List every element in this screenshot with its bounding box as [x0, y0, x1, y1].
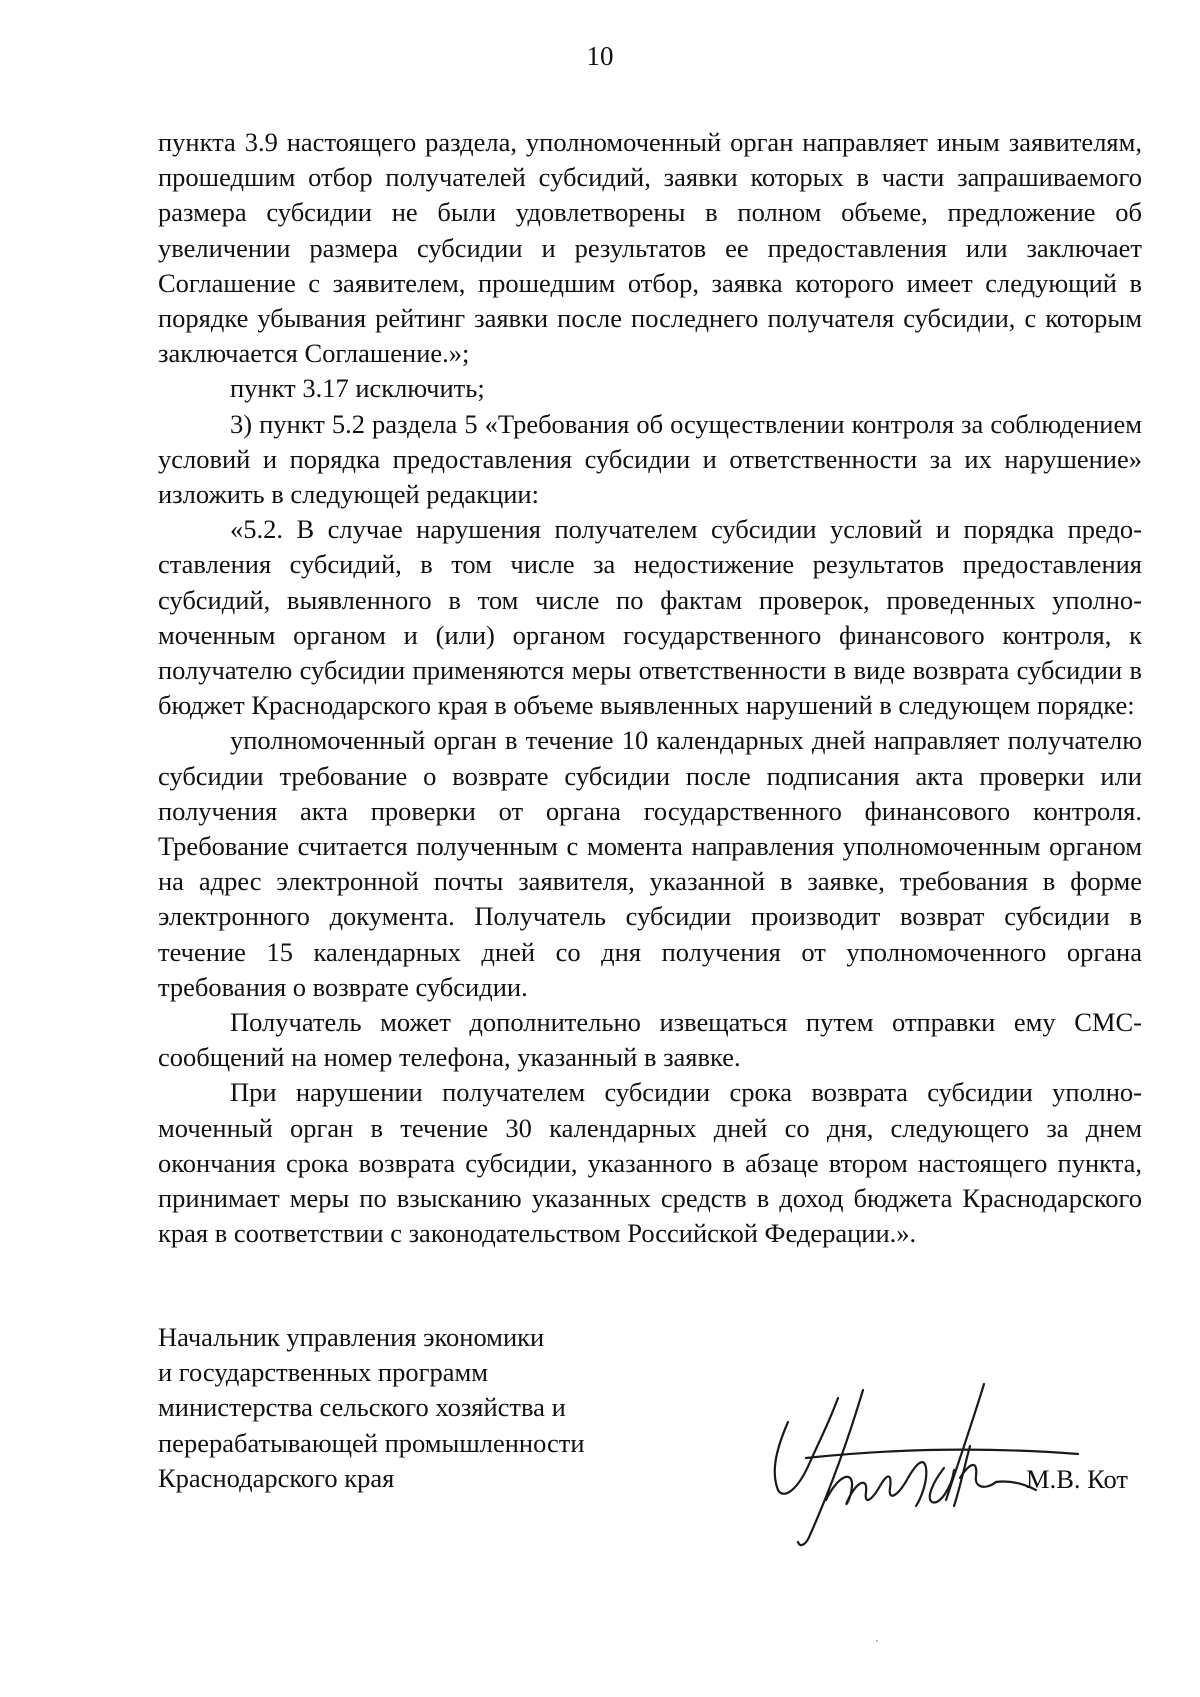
signer-position-line: министерства сельского хозяйства и [158, 1392, 566, 1423]
paragraph-item-3: 3) пункт 5.2 раздела 5 «Требования об осуществлении контроля за соблюдением условий и порядка предоставления субсидии и ответственности за их нарушение» изложить в следующей редакции: [158, 408, 1142, 510]
paragraph-enforcement: При нарушении получателем субсидии срока возврата субсидии уполномоченный орган в течение 30 календарных дней со дня, следующего за днем окончания срока возврата субсидии, указанного в абзаце втором настоящего пункта, принимает меры по взысканию указанных средств в доход бюджета Краснодарского края в соответствии с законодательством Российской Федерации.». [158, 1077, 1142, 1249]
paragraph-clause-5-2: «5.2. В случае нарушения получателем субсидии условий и порядка предоставления субсидий, в том числе за недостижение результатов предоставления субсидий, выявленного в том числе по фактам проверок, проведенных уполномоченным органом и (или) органом государственного финансового контроля, к получателю субсидии применяются меры ответственности в виде возврата субсидии в бюджет Краснодарского края в объеме выявленных нарушений в следующем порядке: [158, 514, 1142, 721]
signer-position-line: и государственных программ [158, 1357, 489, 1388]
signer-name: М.В. Кот [1026, 1464, 1128, 1494]
scan-speck [876, 1640, 878, 1642]
handwritten-signature [748, 1350, 1088, 1550]
signer-position-line: Краснодарского края [158, 1462, 395, 1493]
paragraph-continuation: пункта 3.9 настоящего раздела, уполномоченный орган направляет иным заявителям, прошедшим отбор получателей субсидий, заявки которых в части запрашиваемого размера субсидии не были удовлетворены в полном объеме, предложение об увеличении размера субсидии и результатов ее предоставления или заключает Соглашение с заявителем, прошедшим отбор, заявка которого имеет следующий в порядке убывания рейтинг заявки после последнего получателя субсидии, с которым заключается Соглашение.»; [158, 127, 1142, 369]
paragraph-sms-notice: Получатель может дополнительно извещаться путем отправки ему СМС-сообщений на номер телефона, указанный в заявке. [158, 1007, 1142, 1073]
page-number: 10 [586, 41, 614, 71]
signature-block [158, 1320, 1142, 1550]
document-body [158, 125, 1142, 1252]
signer-position-line: Начальник управления экономики [158, 1322, 545, 1352]
signer-position [158, 1320, 585, 1496]
signer-position-line: перерабатывающей промышленности [158, 1427, 585, 1458]
paragraph-item-3-17: пункт 3.17 исключить; [230, 373, 485, 404]
paragraph-refund-procedure: уполномоченный орган в течение 10 календарных дней направляет получателю субсидии требование о возврате субсидии после подписания акта проверки или получения акта проверки от органа государственного финансового контроля. Требование считается полученным с момента направления уполномоченным органом на адрес электронной почты заявителя, указанной в заявке, требования в форме электронного документа. Получатель субсидии производит возврат субсидии в течение 15 календарных дней со дня получения от уполномоченного органа требования о возврате субсидии. [158, 725, 1142, 1002]
